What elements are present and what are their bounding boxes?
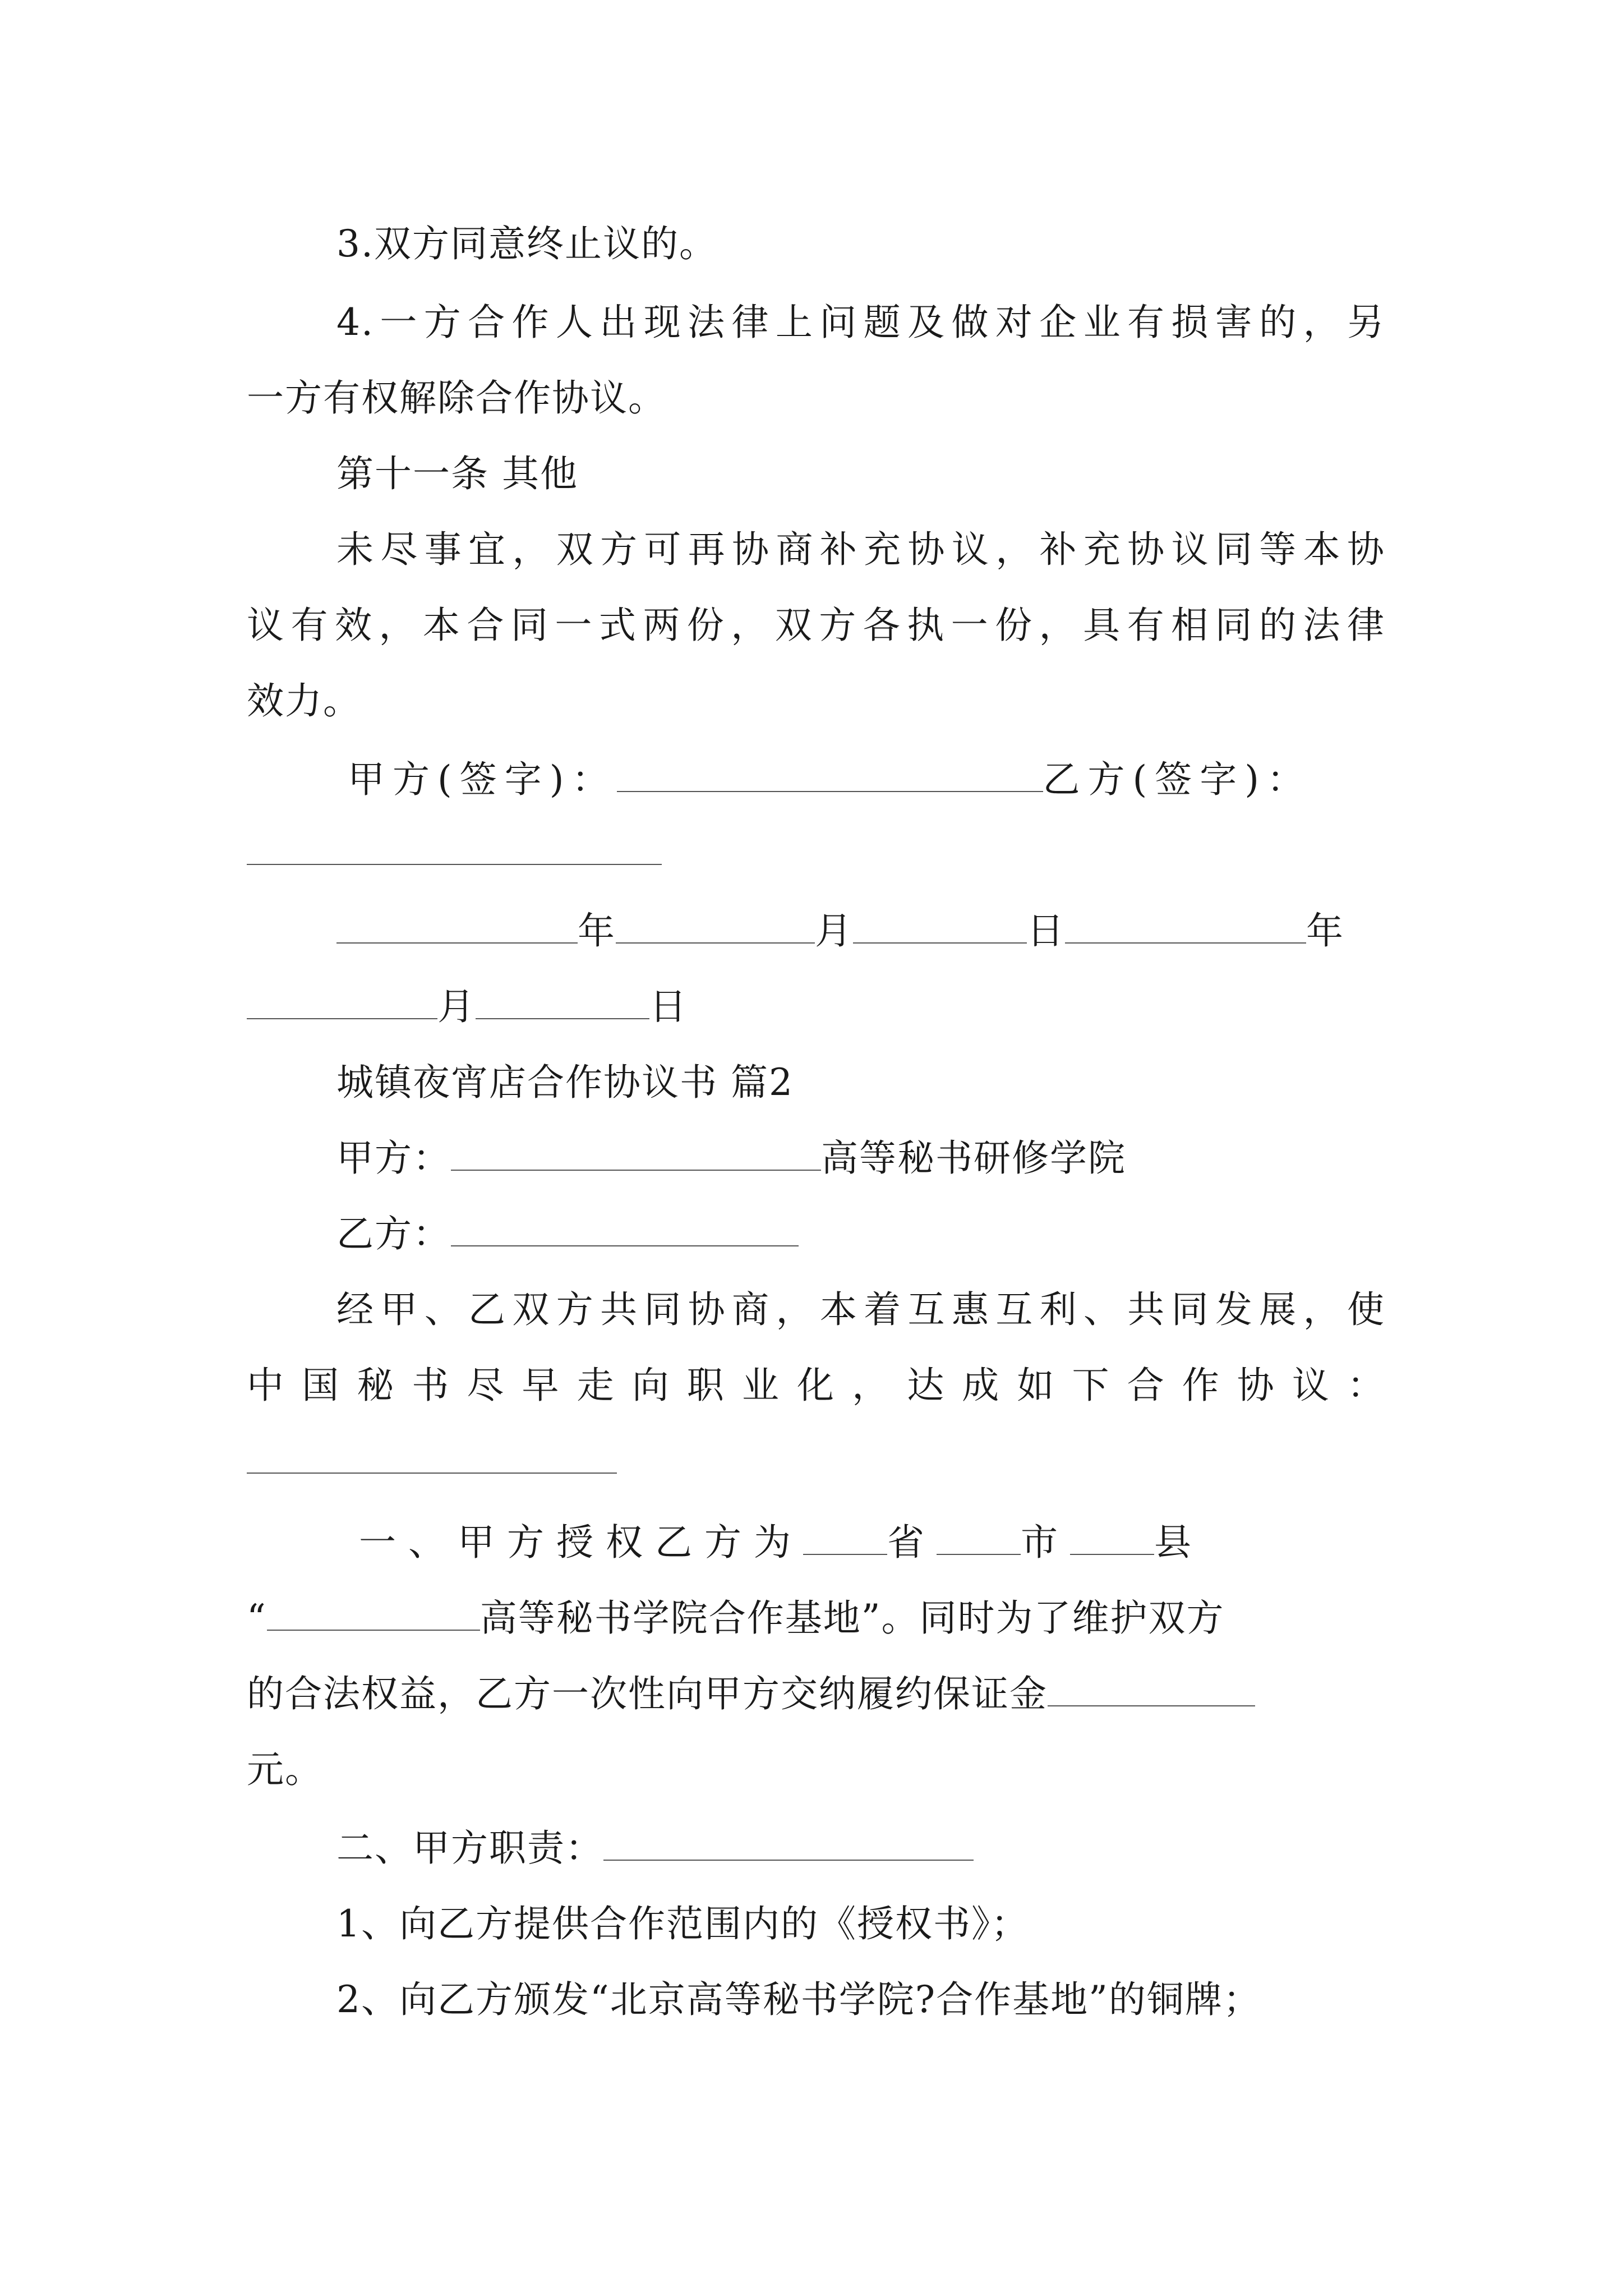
- section-1-line-3-text: 的合法权益，乙方一次性向甲方交纳履约保证金: [247, 1672, 1048, 1715]
- party-b-row: [336, 1212, 1385, 1257]
- signature-row: [348, 757, 1385, 802]
- party-b-signature-label: 乙方(签字)：: [1043, 758, 1312, 801]
- section-1-line-1: [359, 1520, 1385, 1565]
- duty-2: 2、向乙方颁发“北京高等秘书学院?合作基地”的铜牌；: [336, 1978, 1261, 2021]
- party-a-row: [336, 1136, 1385, 1181]
- clause-4-line-2: 一方有权解除合作协议。: [247, 376, 666, 420]
- signature-row-2: [247, 830, 1385, 875]
- date-row-2: [247, 984, 1385, 1029]
- section-1-line-4: 元。: [247, 1748, 323, 1791]
- day-blank-b: [476, 984, 649, 1019]
- county-blank: [1070, 1520, 1154, 1555]
- day-label-b: 日: [649, 985, 688, 1028]
- deposit-blank: [1048, 1672, 1255, 1706]
- other-para-line-3: 效力。: [247, 679, 361, 723]
- section-2-blank: [603, 1826, 974, 1861]
- base-name-blank: [267, 1596, 480, 1631]
- agreement-title-2: 城镇夜宵店合作协议书 篇2: [336, 1061, 794, 1104]
- party-a-name-tail: 高等秘书研修学院: [821, 1137, 1126, 1180]
- party-a-label: 甲方：: [336, 1137, 451, 1180]
- city-label: 市: [1021, 1521, 1070, 1564]
- city-blank: [937, 1520, 1021, 1555]
- year-blank-a: [336, 909, 578, 944]
- year-blank-b: [1065, 909, 1306, 944]
- clause-4-line-1: 4.一方合作人出现法律上问题及做对企业有损害的，另: [336, 301, 1385, 344]
- section-1-line-3: [247, 1672, 1385, 1717]
- date-row: [336, 909, 1385, 954]
- year-label-a: 年: [578, 909, 616, 953]
- other-para-line-1: 未尽事宜，双方可再协商补充协议，补充协议同等本协: [336, 528, 1385, 571]
- province-blank: [803, 1520, 887, 1555]
- day-blank-a: [853, 909, 1027, 944]
- section-1-line-2: [247, 1596, 1385, 1641]
- day-label-a: 日: [1027, 909, 1065, 953]
- province-label: 省: [887, 1521, 937, 1564]
- month-label-a: 月: [815, 909, 853, 953]
- quote-open: “: [247, 1596, 267, 1640]
- intro-para-line-1: 经甲、乙双方共同协商，本着互惠互利、共同发展，使: [336, 1288, 1385, 1331]
- section-2-heading: [336, 1826, 1385, 1871]
- month-blank-a: [616, 909, 815, 944]
- party-b-name-blank: [451, 1212, 799, 1246]
- intro-para-blank-row: [247, 1439, 1385, 1484]
- other-para-line-2: 议有效，本合同一式两份，双方各执一份，具有相同的法律: [247, 604, 1385, 647]
- party-a-signature-blank: [617, 757, 1043, 792]
- section-2-label: 二、甲方职责：: [336, 1826, 603, 1870]
- duty-1: 1、向乙方提供合作范围内的《授权书》；: [336, 1902, 1029, 1945]
- party-b-label: 乙方：: [336, 1212, 451, 1255]
- year-label-b: 年: [1306, 909, 1344, 953]
- party-a-name-blank: [451, 1136, 821, 1171]
- intro-para-line-2: 中国秘书尽早走向职业化，达成如下合作协议：: [247, 1364, 1385, 1407]
- month-label-b: 月: [437, 985, 476, 1028]
- section-1-line-2-text: 高等秘书学院合作基地”。同时为了维护双方: [479, 1596, 1225, 1640]
- county-label: 县: [1154, 1521, 1204, 1564]
- section-1-prefix: 一、甲方授权乙方为: [359, 1521, 803, 1564]
- intro-para-blank: [247, 1439, 617, 1474]
- month-blank-b: [247, 984, 437, 1019]
- clause-3: 3.双方同意终止议的。: [336, 222, 717, 265]
- article-11-heading: 第十一条 其他: [336, 452, 578, 495]
- party-a-signature-label: 甲方(签字)：: [348, 758, 617, 801]
- party-b-signature-blank: [247, 830, 662, 865]
